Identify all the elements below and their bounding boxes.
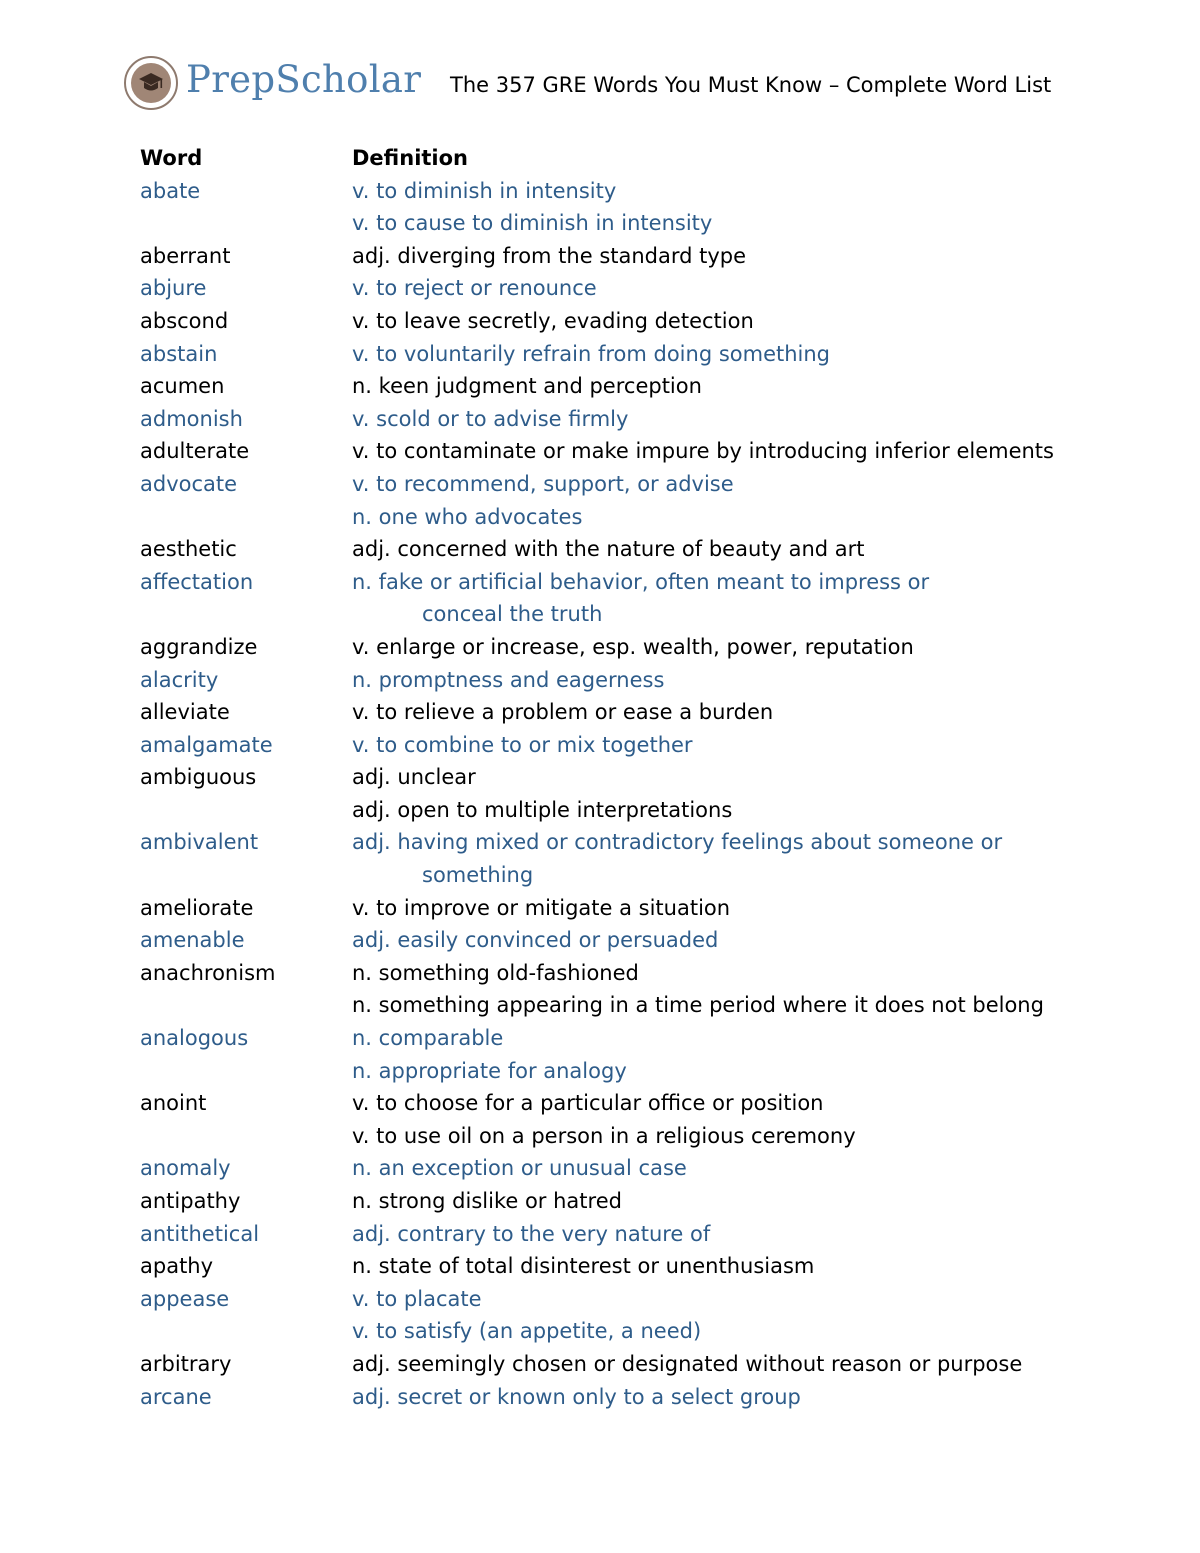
word-table xyxy=(140,142,1080,1413)
word-cell: anomaly xyxy=(140,1156,231,1181)
definition-cell: n. keen judgment and perception xyxy=(352,374,702,399)
definition-cell: n. something appearing in a time period where it does not belong xyxy=(352,993,1044,1018)
table-row xyxy=(140,859,1080,892)
definition-cell: conceal the truth xyxy=(422,602,603,627)
definition-cell: adj. seemingly chosen or designated without reason or purpose xyxy=(352,1351,1023,1376)
table-body xyxy=(140,175,1080,1414)
table-row xyxy=(140,501,1080,534)
definition-cell: v. to relieve a problem or ease a burden xyxy=(352,700,774,725)
definition-cell: n. comparable xyxy=(352,1026,504,1051)
definition-cell: adj. diverging from the standard type xyxy=(352,243,747,268)
definition-cell: n. fake or artificial behavior, often meant to impress or xyxy=(352,569,930,594)
definition-cell: n. promptness and eagerness xyxy=(352,667,665,692)
definition-cell: n. appropriate for analogy xyxy=(352,1058,627,1083)
table-row xyxy=(140,826,1080,859)
table-row xyxy=(140,1055,1080,1088)
word-cell: alacrity xyxy=(140,667,219,692)
definition-cell: n. an exception or unusual case xyxy=(352,1156,687,1181)
word-cell: amalgamate xyxy=(140,732,273,757)
definition-cell: n. one who advocates xyxy=(352,504,583,529)
word-cell: ameliorate xyxy=(140,895,254,920)
word-cell: aesthetic xyxy=(140,537,237,562)
table-row xyxy=(140,403,1080,436)
column-header-word: Word xyxy=(140,146,203,170)
table-row xyxy=(140,240,1080,273)
definition-cell: v. scold or to advise firmly xyxy=(352,406,629,431)
definition-cell: v. enlarge or increase, esp. wealth, power, reputation xyxy=(352,634,914,659)
table-row xyxy=(140,761,1080,794)
definition-cell: v. to recommend, support, or advise xyxy=(352,471,734,496)
definition-cell: v. to satisfy (an appetite, a need) xyxy=(352,1319,702,1344)
definition-cell: n. strong dislike or hatred xyxy=(352,1189,622,1213)
definition-cell: v. to voluntarily refrain from doing something xyxy=(352,341,831,366)
table-row xyxy=(140,1120,1080,1153)
word-cell: aggrandize xyxy=(140,634,258,659)
word-cell: antithetical xyxy=(140,1221,260,1246)
word-cell: abscond xyxy=(140,308,229,333)
table-row xyxy=(140,305,1080,338)
graduation-cap-icon xyxy=(131,63,171,103)
table-row xyxy=(140,696,1080,729)
table-row xyxy=(140,924,1080,957)
definition-cell: adj. open to multiple interpretations xyxy=(352,797,733,822)
word-cell: amenable xyxy=(140,928,245,953)
definition-cell: n. state of total disinterest or unenthusiasm xyxy=(352,1254,815,1279)
definition-cell: adj. unclear xyxy=(352,765,476,790)
definition-cell: something xyxy=(422,863,534,888)
definition-cell: v. to combine to or mix together xyxy=(352,732,693,757)
word-cell: aberrant xyxy=(140,243,231,268)
definition-cell: v. to use oil on a person in a religious ceremony xyxy=(352,1123,856,1148)
definition-cell: adj. having mixed or contradictory feelings about someone or xyxy=(352,830,1003,855)
table-row xyxy=(140,892,1080,925)
table-row xyxy=(140,566,1080,599)
word-cell: abjure xyxy=(140,276,207,301)
column-header-definition: Definition xyxy=(352,146,469,170)
word-cell: abate xyxy=(140,178,201,203)
definition-cell: adj. concerned with the nature of beauty and art xyxy=(352,537,865,562)
table-row xyxy=(140,631,1080,664)
definition-cell: adj. easily convinced or persuaded xyxy=(352,928,719,953)
word-cell: ambiguous xyxy=(140,765,257,790)
table-row xyxy=(140,207,1080,240)
definition-cell: v. to contaminate or make impure by introducing inferior elements xyxy=(352,439,1054,464)
table-row xyxy=(140,1250,1080,1283)
table-row xyxy=(140,175,1080,208)
table-row xyxy=(140,598,1080,631)
table-row xyxy=(140,533,1080,566)
document-title: The 357 GRE Words You Must Know – Complete Word List xyxy=(450,73,1052,97)
word-cell: appease xyxy=(140,1286,230,1311)
word-cell: admonish xyxy=(140,406,243,431)
word-cell: antipathy xyxy=(140,1189,241,1213)
table-row xyxy=(140,370,1080,403)
word-cell: ambivalent xyxy=(140,830,259,855)
table-row xyxy=(140,1087,1080,1120)
definition-cell: v. to choose for a particular office or position xyxy=(352,1091,824,1116)
table-row xyxy=(140,794,1080,827)
word-cell: arbitrary xyxy=(140,1351,232,1376)
word-cell: arcane xyxy=(140,1384,212,1409)
word-cell: affectation xyxy=(140,569,254,594)
table-row xyxy=(140,957,1080,990)
table-row xyxy=(140,1218,1080,1251)
table-row xyxy=(140,1185,1080,1218)
definition-cell: v. to reject or renounce xyxy=(352,276,597,301)
definition-cell: adj. contrary to the very nature of xyxy=(352,1221,711,1246)
logo-badge xyxy=(124,56,178,110)
page-header xyxy=(124,54,1084,116)
word-cell: anoint xyxy=(140,1091,207,1116)
word-cell: acumen xyxy=(140,374,225,399)
table-row xyxy=(140,1381,1080,1414)
table-row xyxy=(140,1022,1080,1055)
table-row xyxy=(140,664,1080,697)
table-row xyxy=(140,468,1080,501)
logo-wordmark: PrepScholar xyxy=(186,58,422,101)
table-row xyxy=(140,1315,1080,1348)
definition-cell: adj. secret or known only to a select group xyxy=(352,1384,801,1409)
word-cell: apathy xyxy=(140,1254,214,1279)
table-row xyxy=(140,1152,1080,1185)
table-row xyxy=(140,989,1080,1022)
word-cell: adulterate xyxy=(140,439,250,464)
table-row xyxy=(140,272,1080,305)
definition-cell: v. to leave secretly, evading detection xyxy=(352,308,754,333)
word-cell: analogous xyxy=(140,1026,249,1051)
definition-cell: n. something old-fashioned xyxy=(352,960,639,985)
table-row xyxy=(140,435,1080,468)
word-cell: abstain xyxy=(140,341,218,366)
word-cell: advocate xyxy=(140,471,238,496)
table-header-row xyxy=(140,142,1080,175)
definition-cell: v. to improve or mitigate a situation xyxy=(352,895,731,920)
definition-cell: v. to diminish in intensity xyxy=(352,178,617,203)
definition-cell: v. to placate xyxy=(352,1286,482,1311)
table-row xyxy=(140,729,1080,762)
definition-cell: v. to cause to diminish in intensity xyxy=(352,211,713,236)
word-cell: anachronism xyxy=(140,960,276,985)
table-row xyxy=(140,1283,1080,1316)
table-row xyxy=(140,1348,1080,1381)
table-row xyxy=(140,338,1080,371)
word-cell: alleviate xyxy=(140,700,230,725)
